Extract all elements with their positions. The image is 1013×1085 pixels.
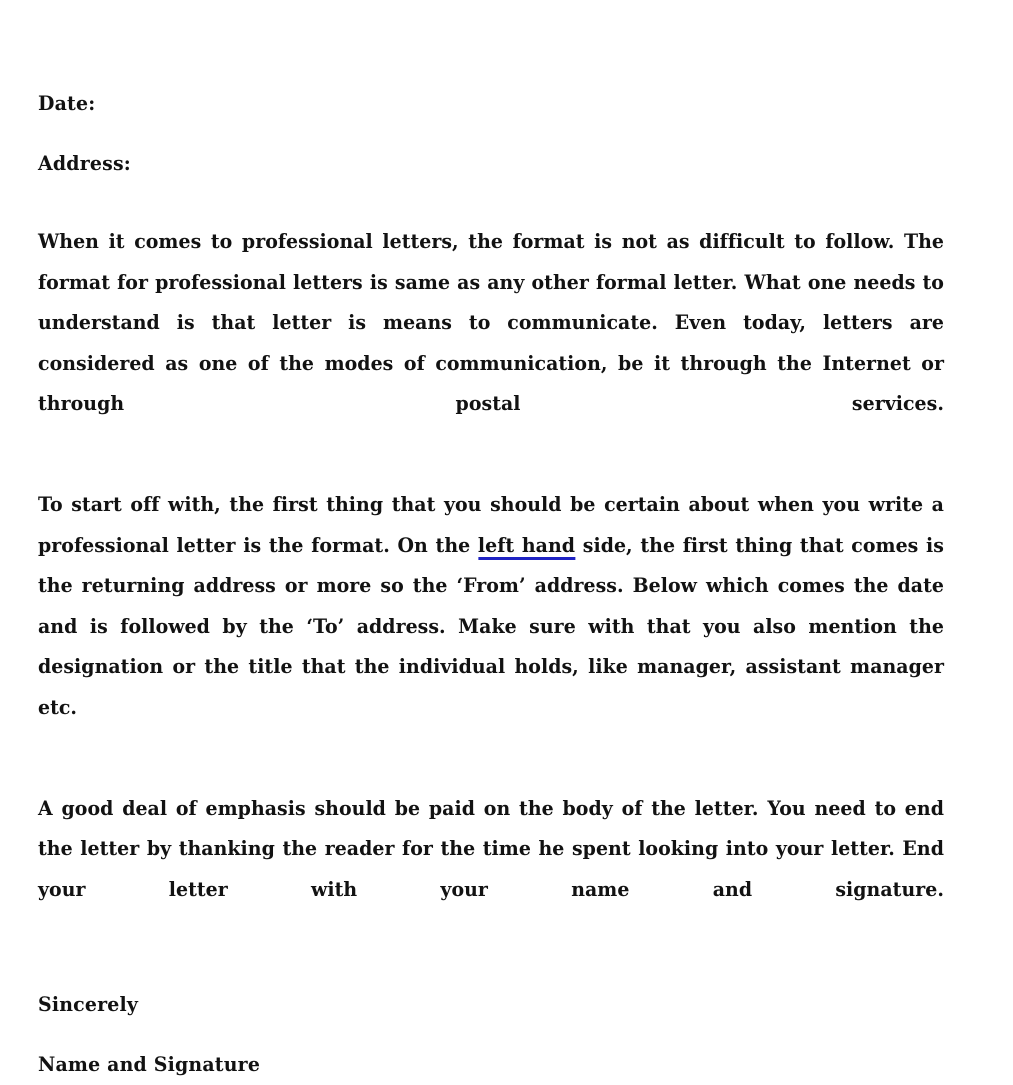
paragraph-format-details — [38, 485, 944, 769]
date-field-label: Date: — [38, 92, 96, 115]
paragraph-body-emphasis: A good deal of emphasis should be paid on the body of the letter. You need to end the letter by thanking the reader for the time he spent looking into your letter. End your letter with your name and signature. — [38, 796, 944, 901]
spacer-before-closing — [38, 971, 972, 985]
spacer-after-address — [38, 204, 972, 222]
address-field-label: Address: — [38, 152, 131, 175]
paragraph-intro: When it comes to professional letters, the format is not as difficult to follow. The format for professional letters is same as any other formal letter. What one needs to understand is that letter is means to communicate. Even today, letters are considered as one of the modes of communication, be it through the Internet or through postal services. — [38, 230, 944, 415]
paragraph-format-details-text-after: side, the first thing that comes is the returning address or more so the ‘From’ address. Below which comes the date and is followed by the ‘To’ address. Make sure with that you also mention the designation or the title that the individual holds, like manager, assistant manager etc. — [38, 533, 944, 719]
closing-signature-line: Name and Signature — [38, 1052, 261, 1076]
closing-sign-off: Sincerely — [38, 992, 139, 1016]
paragraph-format-details-text-before: To start off with, the first thing that you should be certain about when you write a professional letter is the format. On the — [38, 493, 944, 557]
letter-body — [38, 84, 972, 1085]
left-hand-underlined-phrase[interactable]: left hand — [477, 533, 576, 557]
